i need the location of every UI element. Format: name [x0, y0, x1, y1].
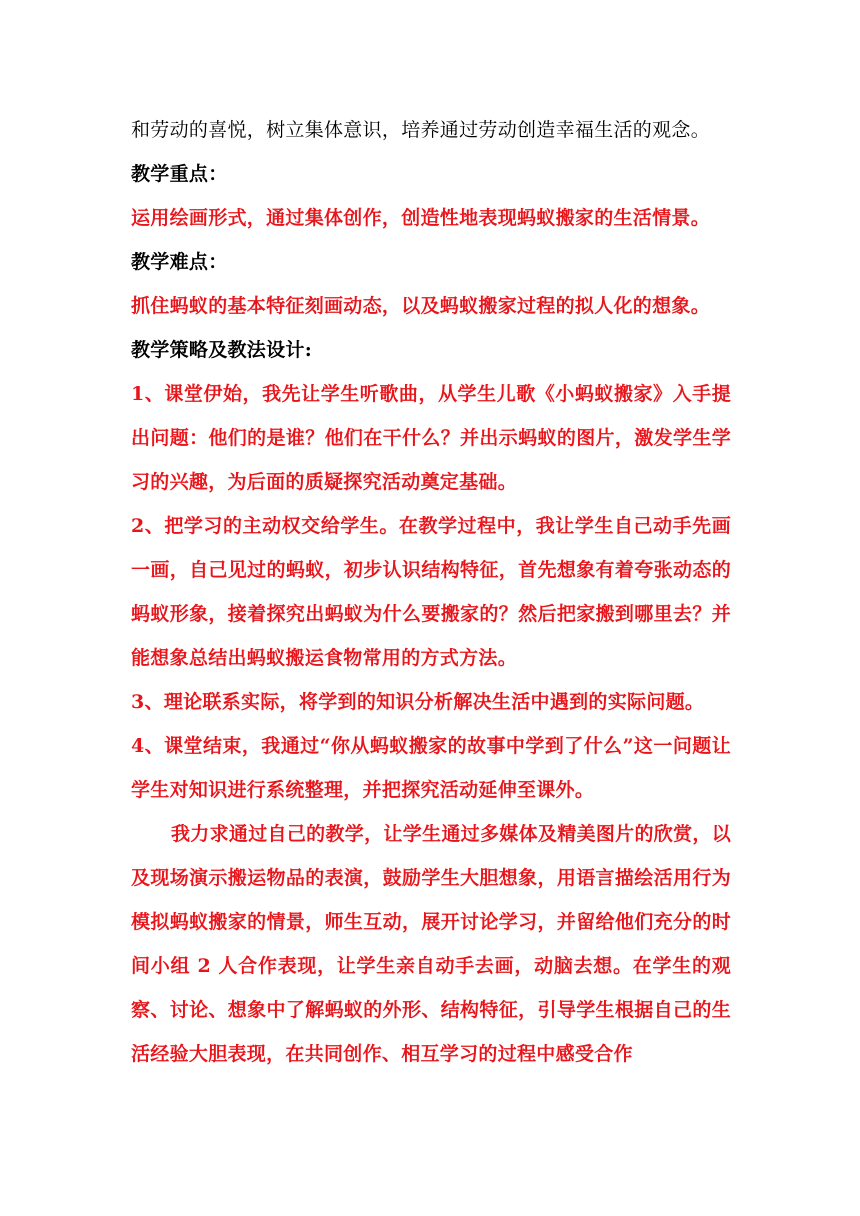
paragraph-key-points: 运用绘画形式，通过集体创作，创造性地表现蚂蚁搬家的生活情景。 — [131, 207, 711, 229]
document-body — [131, 108, 731, 1076]
strategy-item-4: 4、课堂结束，我通过“你从蚂蚁搬家的故事中学到了什么”这一问题让学生对知识进行系统整理，并把探究活动延伸至课外。 — [131, 735, 731, 801]
paragraph-reflection: 我力求通过自己的教学，让学生通过多媒体及精美图片的欣赏，以及现场演示搬运物品的表演，鼓励学生大胆想象，用语言描绘活用行为模拟蚂蚁搬家的情景，师生互动，展开讨论学习，并留给他们充分的时间小组 2 人合作表现，让学生亲自动手去画，动脑去想。在学生的观察、讨论、想象中了解蚂蚁的外形、结构特征，引导学生根据自己的生活经验大胆表现，在共同创作、相互学习的过程中感受合作 — [131, 823, 731, 1065]
paragraph-intro-continuation: 和劳动的喜悦，树立集体意识，培养通过劳动创造幸福生活的观念。 — [131, 119, 711, 141]
heading-difficulties: 教学难点： — [131, 251, 228, 273]
strategy-item-1: 1、课堂伊始，我先让学生听歌曲，从学生儿歌《小蚂蚁搬家》入手提出问题：他们的是谁？他们在干什么？并出示蚂蚁的图片，激发学生学习的兴趣，为后面的质疑探究活动奠定基础。 — [131, 383, 731, 493]
strategy-item-2: 2、把学习的主动权交给学生。在教学过程中，我让学生自己动手先画一画，自己见过的蚂蚁，初步认识结构特征，首先想象有着夸张动态的蚂蚁形象，接着探究出蚂蚁为什么要搬家的？然后把家搬到哪里去？并能想象总结出蚂蚁搬运食物常用的方式方法。 — [131, 515, 731, 669]
paragraph-difficulties: 抓住蚂蚁的基本特征刻画动态，以及蚂蚁搬家过程的拟人化的想象。 — [131, 295, 711, 317]
strategy-item-3: 3、理论联系实际，将学到的知识分析解决生活中遇到的实际问题。 — [131, 691, 705, 713]
heading-strategy: 教学策略及教法设计: — [131, 339, 313, 361]
heading-key-points: 教学重点： — [131, 163, 228, 185]
